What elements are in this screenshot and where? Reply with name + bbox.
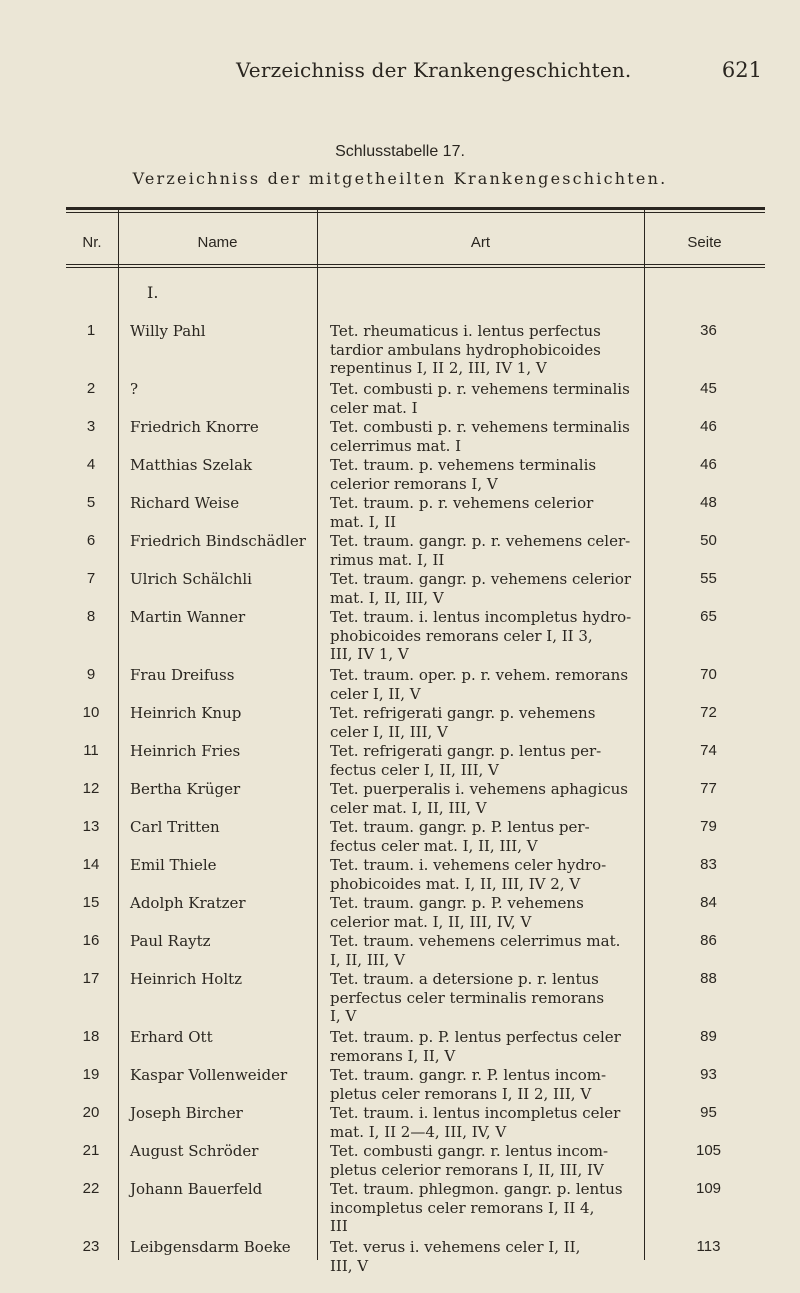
patient-name: Emil Thiele bbox=[130, 856, 217, 874]
row-number: 16 bbox=[82, 932, 100, 949]
patient-name: Paul Raytz bbox=[130, 932, 211, 950]
row-number: 21 bbox=[82, 1142, 100, 1159]
page-reference: 48 bbox=[700, 494, 717, 511]
case-description-line: III, V bbox=[330, 1256, 369, 1275]
case-description-line: I, V bbox=[330, 1007, 357, 1026]
column-header-art: Art bbox=[470, 234, 491, 251]
case-description bbox=[330, 742, 640, 779]
patient-name: Heinrich Holtz bbox=[130, 970, 243, 988]
row-number: 15 bbox=[82, 894, 100, 911]
case-description bbox=[330, 1028, 640, 1065]
case-description bbox=[330, 456, 640, 493]
case-description-line: Tet. traum. i. lentus incompletus hydro- bbox=[330, 608, 632, 626]
table-title: Schlusstabelle 17. bbox=[335, 143, 465, 160]
page-number: 621 bbox=[721, 58, 762, 82]
row-number: 18 bbox=[82, 1028, 100, 1045]
case-description-line: pletus celerior remorans I, II, III, IV bbox=[330, 1160, 604, 1179]
row-number: 13 bbox=[82, 818, 100, 835]
case-description bbox=[330, 780, 640, 817]
page-reference: 89 bbox=[700, 1028, 717, 1045]
page-reference: 65 bbox=[700, 608, 717, 625]
row-number: 6 bbox=[86, 532, 96, 549]
page-reference: 113 bbox=[696, 1238, 721, 1255]
patient-name: Heinrich Fries bbox=[130, 742, 241, 760]
patient-name: Matthias Szelak bbox=[130, 456, 253, 474]
case-description-line: mat. I, II, III, V bbox=[330, 588, 444, 607]
row-number: 12 bbox=[82, 780, 100, 797]
case-description-line: mat. I, II 2—4, III, IV, V bbox=[330, 1122, 507, 1141]
case-description-line: Tet. combusti p. r. vehemens terminalis bbox=[330, 380, 630, 398]
page-reference: 45 bbox=[700, 380, 717, 397]
patient-name: Frau Dreifuss bbox=[130, 666, 235, 684]
row-number: 14 bbox=[82, 856, 100, 873]
patient-name: Friedrich Bindschädler bbox=[130, 532, 306, 550]
case-description-line: fectus celer mat. I, II, III, V bbox=[330, 836, 538, 855]
case-description-line: repentinus I, II 2, III, IV 1, V bbox=[330, 359, 547, 378]
case-description-line: Tet. combusti p. r. vehemens terminalis bbox=[330, 418, 630, 436]
page-reference: 83 bbox=[700, 856, 717, 873]
case-description-line: Tet. traum. oper. p. r. vehem. remorans bbox=[330, 666, 629, 684]
case-description-line: pletus celer remorans I, II 2, III, V bbox=[330, 1084, 592, 1103]
page-reference: 88 bbox=[700, 970, 717, 987]
patient-name: Friedrich Knorre bbox=[130, 418, 259, 436]
patient-name: ? bbox=[130, 380, 139, 398]
patient-name: Carl Tritten bbox=[130, 818, 220, 836]
patient-name: Adolph Kratzer bbox=[130, 894, 246, 912]
case-description-line: Tet. traum. gangr. p. P. lentus per- bbox=[330, 818, 590, 836]
patient-name: Leibgensdarm Boeke bbox=[130, 1238, 291, 1256]
case-description-line: phobicoides remorans celer I, II 3, bbox=[330, 626, 593, 645]
row-number: 11 bbox=[83, 742, 99, 759]
page-reference: 86 bbox=[700, 932, 717, 949]
column-header-nr: Nr. bbox=[82, 234, 102, 251]
table-subtitle: Verzeichniss der mitgetheilten Krankengeschichten. bbox=[132, 169, 668, 188]
case-description bbox=[330, 1104, 640, 1141]
case-description bbox=[330, 380, 640, 417]
case-description bbox=[330, 322, 640, 378]
case-description-line: Tet. combusti gangr. r. lentus incom- bbox=[330, 1142, 609, 1160]
header-bottom-rule bbox=[66, 264, 765, 265]
row-number: 4 bbox=[86, 456, 96, 473]
case-description-line: celer I, II, V bbox=[330, 684, 421, 703]
case-description-line: Tet. traum. p. r. vehemens celerior bbox=[330, 494, 594, 512]
case-description-line: fectus celer I, II, III, V bbox=[330, 760, 499, 779]
patient-name: Richard Weise bbox=[130, 494, 240, 512]
case-description bbox=[330, 418, 640, 455]
case-description-line: III bbox=[330, 1217, 348, 1236]
row-number: 3 bbox=[86, 418, 96, 435]
case-description bbox=[330, 608, 640, 664]
column-divider-art bbox=[644, 210, 645, 1260]
page-reference: 79 bbox=[700, 818, 717, 835]
case-description bbox=[330, 532, 640, 569]
case-description-line: Tet. traum. gangr. p. r. vehemens celer- bbox=[330, 532, 631, 550]
case-description-line: rimus mat. I, II bbox=[330, 550, 445, 569]
case-description bbox=[330, 856, 640, 893]
row-number: 1 bbox=[86, 322, 96, 339]
case-description-line: Tet. verus i. vehemens celer I, II, bbox=[330, 1238, 581, 1256]
header-bottom-rule-2 bbox=[66, 267, 765, 268]
patient-name: Erhard Ott bbox=[130, 1028, 213, 1046]
page-reference: 46 bbox=[700, 456, 717, 473]
row-number: 5 bbox=[86, 494, 96, 511]
patient-name: Bertha Krüger bbox=[130, 780, 241, 798]
row-number: 22 bbox=[82, 1180, 100, 1197]
page-reference: 36 bbox=[700, 322, 717, 339]
section-label: I. bbox=[147, 283, 159, 302]
page-reference: 109 bbox=[695, 1180, 722, 1197]
case-description-line: Tet. traum. gangr. r. P. lentus incom- bbox=[330, 1066, 607, 1084]
patient-name: August Schröder bbox=[130, 1142, 259, 1160]
case-description-line: Tet. traum. a detersione p. r. lentus bbox=[330, 970, 599, 988]
case-description-line: incompletus celer remorans I, II 4, bbox=[330, 1198, 595, 1217]
row-number: 8 bbox=[86, 608, 96, 625]
running-title: Verzeichniss der Krankengeschichten. bbox=[236, 58, 632, 82]
case-description-line: celer I, II, III, V bbox=[330, 722, 448, 741]
patient-name: Joseph Bircher bbox=[130, 1104, 243, 1122]
running-head bbox=[0, 58, 800, 88]
case-description-line: tardior ambulans hydrophobicoides bbox=[330, 340, 601, 359]
page-reference: 50 bbox=[700, 532, 717, 549]
case-description-line: I, II, III, V bbox=[330, 950, 405, 969]
column-header-name: Name bbox=[197, 234, 238, 251]
case-description-line: Tet. refrigerati gangr. p. lentus per- bbox=[330, 742, 602, 760]
case-description-line: Tet. traum. vehemens celerrimus mat. bbox=[330, 932, 621, 950]
case-description-line: Tet. traum. p. vehemens terminalis bbox=[330, 456, 597, 474]
table-top-rule bbox=[66, 207, 765, 210]
case-description bbox=[330, 704, 640, 741]
case-description bbox=[330, 932, 640, 969]
case-description bbox=[330, 894, 640, 931]
case-description-line: celer mat. I, II, III, V bbox=[330, 798, 487, 817]
row-number: 7 bbox=[86, 570, 96, 587]
page-reference: 70 bbox=[700, 666, 717, 683]
case-description-line: perfectus celer terminalis remorans bbox=[330, 988, 605, 1007]
case-description bbox=[330, 570, 640, 607]
case-description-line: Tet. traum. gangr. p. P. vehemens bbox=[330, 894, 584, 912]
row-number: 23 bbox=[82, 1238, 100, 1255]
case-description-line: phobicoides mat. I, II, III, IV 2, V bbox=[330, 874, 581, 893]
page-reference: 55 bbox=[700, 570, 717, 587]
case-description-line: remorans I, II, V bbox=[330, 1046, 456, 1065]
case-description-line: Tet. rheumaticus i. lentus perfectus bbox=[330, 322, 601, 340]
patient-name: Willy Pahl bbox=[130, 322, 206, 340]
column-divider-name bbox=[317, 210, 318, 1260]
page-reference: 93 bbox=[700, 1066, 717, 1083]
patient-name: Johann Bauerfeld bbox=[130, 1180, 263, 1198]
page-reference: 84 bbox=[700, 894, 717, 911]
table-top-rule-thin bbox=[66, 212, 765, 213]
column-header-seite: Seite bbox=[687, 234, 722, 251]
case-description bbox=[330, 1180, 640, 1236]
row-number: 17 bbox=[82, 970, 100, 987]
page-reference: 46 bbox=[700, 418, 717, 435]
row-number: 10 bbox=[82, 704, 100, 721]
row-number: 9 bbox=[86, 666, 96, 683]
page-reference: 72 bbox=[700, 704, 717, 721]
patient-name: Ulrich Schälchli bbox=[130, 570, 252, 588]
case-description-line: Tet. puerperalis i. vehemens aphagicus bbox=[330, 780, 629, 798]
column-divider-nr bbox=[118, 210, 119, 1260]
page-reference: 105 bbox=[695, 1142, 722, 1159]
page-reference: 95 bbox=[700, 1104, 717, 1121]
case-description bbox=[330, 1238, 640, 1275]
case-description bbox=[330, 666, 640, 703]
case-description-line: celerrimus mat. I bbox=[330, 436, 462, 455]
row-number: 20 bbox=[82, 1104, 100, 1121]
case-description-line: Tet. traum. i. lentus incompletus celer bbox=[330, 1104, 621, 1122]
case-description-line: Tet. refrigerati gangr. p. vehemens bbox=[330, 704, 596, 722]
case-description-line: III, IV 1, V bbox=[330, 645, 409, 664]
case-description bbox=[330, 818, 640, 855]
case-description-line: Tet. traum. gangr. p. vehemens celerior bbox=[330, 570, 632, 588]
patient-name: Heinrich Knup bbox=[130, 704, 242, 722]
case-description-line: celerior mat. I, II, III, IV, V bbox=[330, 912, 532, 931]
case-description-line: celerior remorans I, V bbox=[330, 474, 498, 493]
case-description-line: Tet. traum. phlegmon. gangr. p. lentus bbox=[330, 1180, 623, 1198]
page-reference: 77 bbox=[700, 780, 717, 797]
case-description-line: mat. I, II bbox=[330, 512, 397, 531]
page-reference: 74 bbox=[700, 742, 717, 759]
case-description-line: celer mat. I bbox=[330, 398, 418, 417]
case-description bbox=[330, 494, 640, 531]
case-description bbox=[330, 1142, 640, 1179]
row-number: 19 bbox=[82, 1066, 100, 1083]
case-description-line: Tet. traum. i. vehemens celer hydro- bbox=[330, 856, 607, 874]
case-description bbox=[330, 970, 640, 1026]
case-description-line: Tet. traum. p. P. lentus perfectus celer bbox=[330, 1028, 621, 1046]
case-description bbox=[330, 1066, 640, 1103]
row-number: 2 bbox=[86, 380, 96, 397]
patient-name: Martin Wanner bbox=[130, 608, 246, 626]
patient-name: Kaspar Vollenweider bbox=[130, 1066, 288, 1084]
